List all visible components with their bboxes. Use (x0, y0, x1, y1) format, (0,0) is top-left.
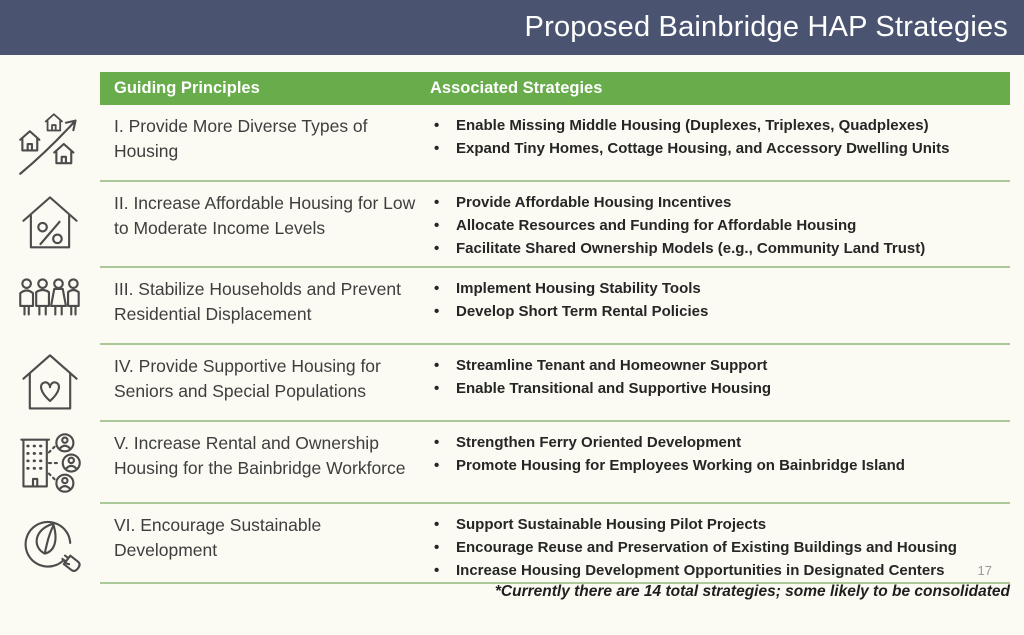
strategy-item: • Strengthen Ferry Oriented Development (430, 431, 1004, 454)
diverse-housing-icon (0, 105, 100, 182)
strategy-list (430, 513, 1004, 582)
guiding-principle-text: IV. Provide Supportive Housing for Seniors and Special Populations (114, 356, 381, 401)
guiding-principle-text: III. Stabilize Households and Prevent Residential Displacement (114, 279, 401, 324)
strategy-item: • Streamline Tenant and Homeowner Support (430, 354, 1004, 377)
strategy-item: • Expand Tiny Homes, Cottage Housing, and Accessory Dwelling Units (430, 137, 1004, 160)
guiding-principle-text: VI. Encourage Sustainable Development (114, 515, 322, 560)
strategy-item: • Support Sustainable Housing Pilot Projects (430, 513, 1004, 536)
table-row (0, 422, 1010, 504)
table-row (0, 182, 1010, 268)
strategy-item: • Enable Transitional and Supportive Housing (430, 377, 1004, 400)
supportive-housing-heart-icon (0, 345, 100, 422)
title-bar (0, 0, 1024, 55)
column-header-associated-strategies: Associated Strategies (430, 79, 603, 97)
table-header (100, 72, 1010, 105)
row-content (100, 422, 1010, 504)
guiding-principle-text: II. Increase Affordable Housing for Low to Moderate Income Levels (114, 193, 416, 238)
guiding-principle-text: I. Provide More Diverse Types of Housing (114, 116, 368, 161)
column-header-guiding-principles: Guiding Principles (114, 79, 260, 97)
table-row (0, 268, 1010, 345)
strategy-item: • Provide Affordable Housing Incentives (430, 191, 1004, 214)
strategy-list (430, 354, 1004, 400)
strategy-list (430, 431, 1004, 477)
footnote: *Currently there are 14 total strategies; some likely to be consolidated (494, 583, 1010, 600)
row-content (100, 345, 1010, 422)
workforce-building-icon (0, 422, 100, 504)
strategy-item: • Increase Housing Development Opportunities in Designated Centers (430, 559, 1004, 582)
strategies-table (0, 72, 1010, 584)
affordable-housing-icon (0, 182, 100, 268)
households-people-icon (0, 268, 100, 345)
strategies-cell (430, 182, 1010, 266)
strategies-cell (430, 345, 1010, 420)
strategy-item: • Promote Housing for Employees Working on Bainbridge Island (430, 454, 1004, 477)
strategy-list (430, 191, 1004, 260)
table-body (0, 105, 1010, 584)
strategies-cell (430, 268, 1010, 343)
row-content (100, 182, 1010, 268)
strategy-item: • Implement Housing Stability Tools (430, 277, 1004, 300)
row-content (100, 268, 1010, 345)
table-row (0, 105, 1010, 182)
row-content (100, 105, 1010, 182)
strategy-item: • Allocate Resources and Funding for Affordable Housing (430, 214, 1004, 237)
guiding-principle-text: V. Increase Rental and Ownership Housing for the Bainbridge Workforce (114, 433, 406, 478)
page-number: 17 (977, 563, 992, 578)
strategies-cell (430, 105, 1010, 180)
table-row (0, 504, 1010, 584)
row-content (100, 504, 1010, 584)
strategy-list (430, 114, 1004, 160)
strategy-item: • Facilitate Shared Ownership Models (e.g., Community Land Trust) (430, 237, 1004, 260)
strategies-cell (430, 504, 1010, 582)
strategy-item: • Enable Missing Middle Housing (Duplexes, Triplexes, Quadplexes) (430, 114, 1004, 137)
page-title: Proposed Bainbridge HAP Strategies (524, 11, 1008, 43)
strategies-cell (430, 422, 1010, 502)
table-row (0, 345, 1010, 422)
strategy-item: • Develop Short Term Rental Policies (430, 300, 1004, 323)
strategy-item: • Encourage Reuse and Preservation of Existing Buildings and Housing (430, 536, 1004, 559)
sustainable-leaf-plug-icon (0, 504, 100, 584)
strategy-list (430, 277, 1004, 323)
